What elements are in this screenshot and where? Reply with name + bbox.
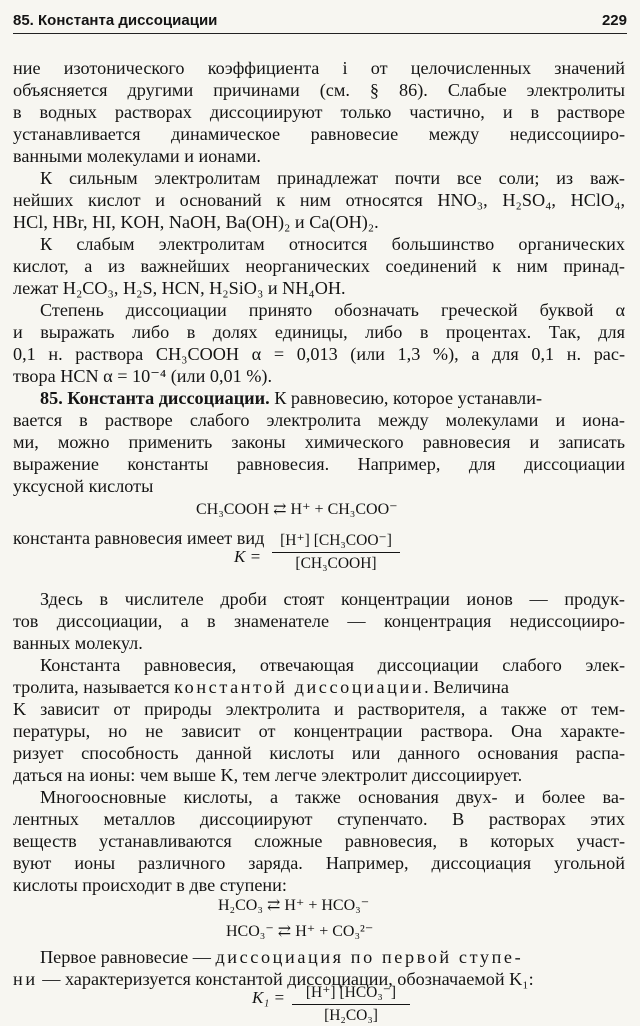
k1-formula-lhs: K₁ = [252, 988, 285, 1007]
text-line [13, 676, 625, 698]
header-title: 85. Константа диссоциации [13, 12, 218, 29]
text-line: HCl, HBr, HI, KOH, NaOH, Ba(OH)₂ и Ca(OH)₂. [13, 212, 379, 232]
text-line: твора HCN α = 10⁻⁴ (или 0,01 %). [13, 366, 272, 386]
text-line: уксусной кислоты [13, 476, 154, 496]
text-line: ми, можно применить законы химического равновесия и записать [13, 432, 625, 452]
text-fragment: — характеризуется константой диссоциации, обозначаемой K₁: [37, 969, 534, 989]
text-line: лежат H₂CO₃, H₂S, HCN, H₂SiO₃ и NH₄OH. [13, 278, 346, 298]
text-line [40, 946, 625, 968]
text-line: K зависит от природы электролита и растворителя, а также от тем- [13, 699, 625, 719]
k-formula-lhs: K = [234, 547, 262, 566]
text-line [40, 387, 625, 409]
text-line: Степень диссоциации принято обозначать греческой буквой α [40, 300, 625, 320]
text-line: Многоосновные кислоты, а также основания двух- и более ва- [40, 787, 625, 807]
text-line: кислоты происходит в две ступени: [13, 875, 287, 895]
spaced-term: константой диссоциации [174, 677, 425, 697]
text-line: ризует способность данной кислоты или данного основания распа- [13, 743, 625, 763]
text-fragment: К равновесию, которое устанавли- [269, 388, 543, 408]
text-line: вуют ионы различного заряда. Например, диссоциация угольной [13, 853, 625, 873]
text-line: кислот, а из важнейших неорганических соединений к ним принад- [13, 256, 625, 276]
text-line: 0,1 н. раствора CH₃COOH α = 0,013 (или 1,3 %), а для 0,1 н. рас- [13, 344, 625, 364]
text-line: ванных молекул. [13, 633, 143, 653]
k-numerator: [H⁺] [CH₃COO⁻] [280, 532, 392, 549]
text-line: вается в растворе слабого электролита между молекулами и иона- [13, 410, 625, 430]
text-line: К слабым электролитам относится большинство органических [40, 234, 625, 254]
text-line: лентных металлов диссоциируют ступенчато. В растворах этих [13, 809, 625, 829]
page-number: 229 [601, 12, 627, 29]
text-line: тов диссоциации, а в знаменателе — концентрация недиссоцииро- [13, 611, 625, 631]
text-fragment: тролита, называется [13, 677, 175, 697]
text-line: даться на ионы: чем выше K, тем легче электролит диссоциирует. [13, 765, 523, 785]
k1-numerator: [H⁺] [HCO₃⁻] [305, 984, 397, 1001]
text-line: объясняется другими причинами (см. § 86). Слабые электролиты [13, 80, 625, 100]
spaced-term: ни [13, 969, 38, 989]
k1-denominator: [H₂CO₃] [324, 1007, 378, 1024]
text-line: константа равновесия имеет вид [13, 528, 265, 548]
text-line: в водных растворах диссоциируют только частично, и в растворе [13, 102, 625, 122]
text-line: нейших кислот и оснований к ним относятся HNO₃, H₂SO₄, HClO₄, [13, 190, 625, 210]
text-line: ванными молекулами и ионами. [13, 146, 261, 166]
text-line: К сильным электролитам принадлежат почти все соли; из важ- [40, 168, 625, 188]
running-header [13, 8, 627, 34]
text-line: устанавливается динамическое равновесие между недиссоцииро- [13, 124, 625, 144]
text-line: ние изотонического коэффициента i от целочисленных значений [13, 58, 625, 78]
text-line: Константа равновесия, отвечающая диссоциации слабого элек- [40, 655, 625, 675]
k-denominator: [CH₃COOH] [295, 555, 377, 572]
header-rule [13, 33, 627, 34]
fraction-bar [272, 552, 400, 553]
text-line: пературы, но не зависит от концентрации раствора. Она характе- [13, 721, 625, 741]
text-fragment: . Величина [424, 677, 509, 697]
carbonic-step-1: H₂CO₃ ⇄ H⁺ + HCO₃⁻ [218, 897, 370, 914]
k-fraction [272, 532, 400, 574]
carbonic-step-2: HCO₃⁻ ⇄ H⁺ + CO₃²⁻ [226, 923, 374, 940]
fraction-bar [292, 1004, 410, 1005]
section-heading: 85. Константа диссоциации. [40, 388, 270, 408]
text-line: Здесь в числителе дроби стоят концентрации ионов — продук- [40, 589, 625, 609]
text-line: веществ устанавливаются сложные равновесия, в которых участ- [13, 831, 625, 851]
spaced-term: диссоциация по первой ступе- [215, 947, 524, 967]
acetic-acid-equation: CH₃COOH ⇄ H⁺ + CH₃COO⁻ [196, 501, 398, 518]
text-line: и выражать либо в долях единицы, либо в процентах. Так, для [13, 322, 625, 342]
text-line: выражение константы равновесия. Например, для диссоциации [13, 454, 625, 474]
k1-fraction [292, 984, 410, 1026]
text-fragment: Первое равновесие — [40, 947, 216, 967]
